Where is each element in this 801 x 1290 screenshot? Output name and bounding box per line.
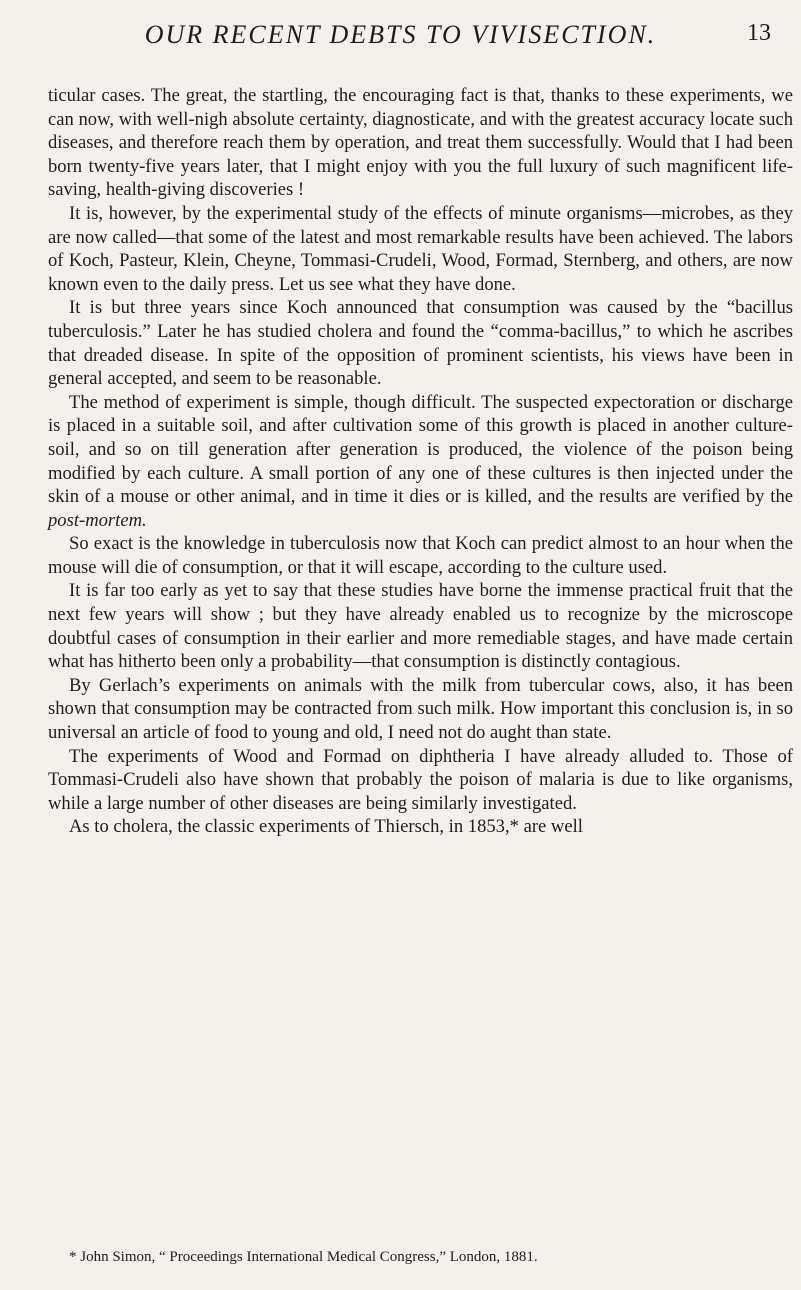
paragraph [48,391,793,533]
paragraph: As to cholera, the classic experiments of Thiersch, in 1853,* are well [69,816,583,838]
page-number: 13 [747,20,771,46]
paragraph: The experiments of Wood and Formad on diphtheria I have already alluded to. Those of Tommasi-Crudeli also have shown that probably the poison of malaria is due to like organisms, while a large number of other diseases are being similarly investigated. [48,745,793,814]
paragraph: It is, however, by the experimental study of the effects of minute organisms—microbes, as they are now called—that some of the latest and most remarkable results have been achieved. The labors of Koch, Pasteur, Klein, Cheyne, Tommasi-Crudeli, Wood, Formad, Sternberg, and others, are now known even to the daily press. Let us see what they have done. [48,202,793,295]
paragraph: So exact is the knowledge in tuberculosis now that Koch can predict almost to an hour when the mouse will die of consumption, or that it will escape, according to the culture used. [48,533,793,578]
paragraph: It is but three years since Koch announced that consumption was caused by the “bacillus tuberculosis.” Later he has studied cholera and found the “comma-bacillus,” to which he ascribes that dreaded disease. In spite of the opposition of prominent scientists, his views have been in general accepted, and seem to be reasonable. [48,297,793,390]
italic-term: post-mortem. [48,509,147,531]
body-text [48,84,793,839]
paragraph: It is far too early as yet to say that these studies have borne the immense practical fruit that the next few years will show ; but they have already enabled us to recognize by the microscope doubtful cases of consumption in their earlier and more remediable stages, and have made certain what has hitherto been only a probability—that consumption is distinctly contagious. [48,580,793,673]
running-title: OUR RECENT DEBTS TO VIVISECTION. [144,20,657,49]
paragraph: By Gerlach’s experiments on animals with the milk from tubercular cows, also, it has been shown that consumption may be contracted from such milk. How important this conclusion is, in so universal an article of food to young and old, I need not do aught than state. [48,674,793,744]
running-head [70,20,771,60]
paragraph-text: The method of experiment is simple, though difficult. The suspected expectoration or discharge is placed in a suitable soil, and after cultivation some of this growth is placed in another culture-soil, and so on till generation after generation is produced, the violence of the poison being modified by each culture. A small portion of any one of these cultures is then injected under the skin of a mouse or other animal, and in time it dies or is killed, and the results are verified by the [48,391,793,508]
footnote: * John Simon, “ Proceedings International Medical Congress,” London, 1881. [69,1249,538,1265]
paragraph: ticular cases. The great, the startling, the encouraging fact is that, thanks to these experiments, we can now, with well-nigh absolute certainty, diagnosticate, and with the greatest accuracy locate such diseases, and therefore reach them by operation, and treat them successfully. Would that I had been born twenty-five years later, that I might enjoy with you the full luxury of such magnificent life-saving, health-giving discoveries ! [48,85,793,201]
